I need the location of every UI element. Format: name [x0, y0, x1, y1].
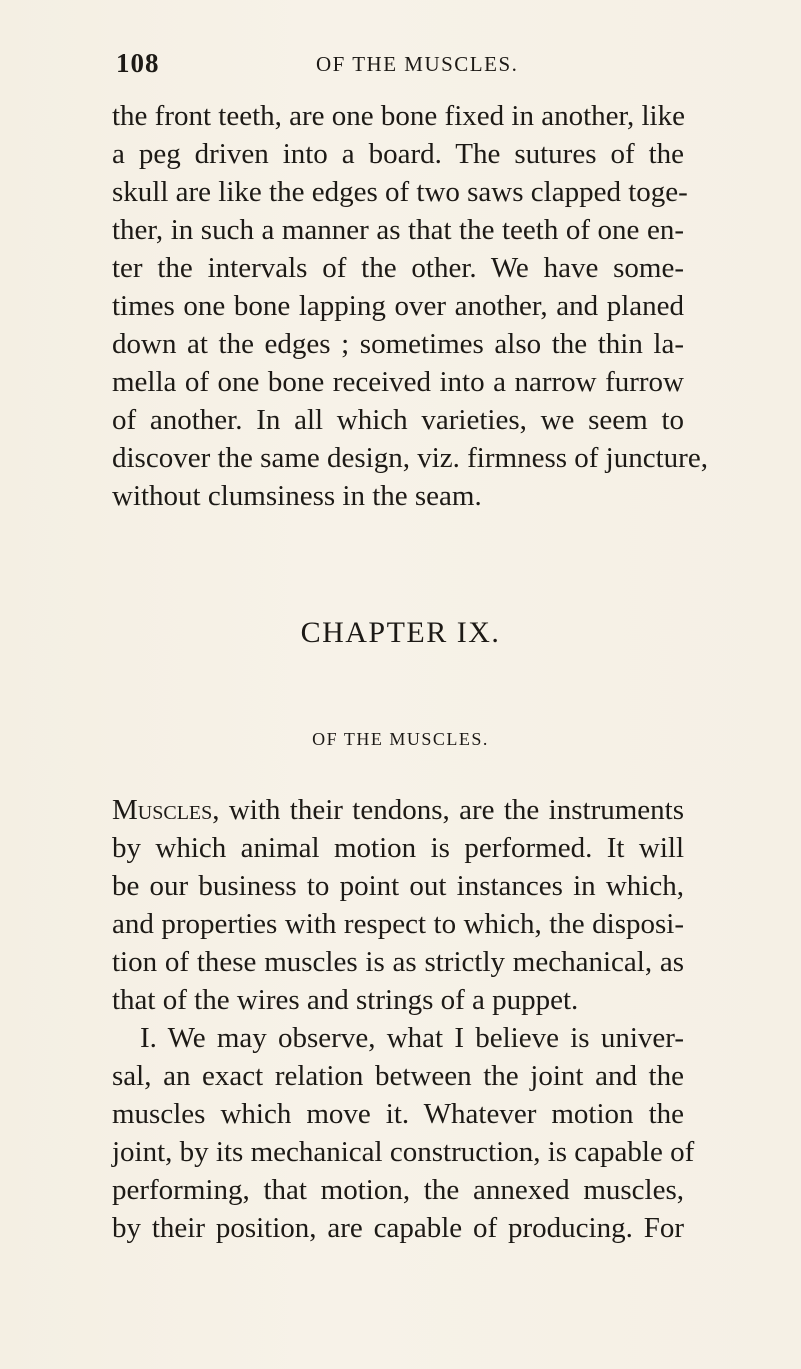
text-line: and properties with respect to which, the disposi- — [112, 908, 684, 940]
chapter-subtitle: OF THE MUSCLES. — [312, 729, 489, 749]
first-line-text: with their tendons, are the instruments — [219, 794, 684, 826]
text-line: times one bone lapping over another, and planed — [112, 290, 684, 322]
text-line: without clumsiness in the seam. — [112, 480, 482, 512]
chapter-heading: CHAPTER IX. — [300, 616, 501, 649]
text-line: skull are like the edges of two saws clapped toge- — [112, 176, 688, 208]
text-line: down at the edges ; sometimes also the thin la- — [112, 328, 684, 360]
text-line: that of the wires and strings of a puppet. — [112, 984, 579, 1016]
text-line: I. We may observe, what I believe is univer- — [140, 1022, 684, 1054]
text-line: the front teeth, are one bone fixed in another, like — [112, 100, 685, 132]
text-line: be our business to point out instances in which, — [112, 870, 684, 902]
text-line: mella of one bone received into a narrow furrow — [112, 366, 684, 398]
text-line: ter the intervals of the other. We have some- — [112, 252, 684, 284]
text-line: muscles which move it. Whatever motion the — [112, 1098, 684, 1130]
text-line-first — [112, 791, 684, 829]
text-line: tion of these muscles is as strictly mechanical, as — [112, 946, 684, 978]
text-line: ther, in such a manner as that the teeth of one en- — [112, 214, 684, 246]
text-line: joint, by its mechanical construction, is capable of — [112, 1136, 695, 1168]
paragraph-continued — [112, 97, 708, 515]
running-head-title: OF THE MUSCLES. — [316, 52, 519, 76]
text-line: of another. In all which varieties, we seem to — [112, 404, 684, 436]
running-head — [116, 48, 676, 88]
text-line: performing, that motion, the annexed muscles, — [112, 1174, 684, 1206]
text-line: by their position, are capable of producing. For — [112, 1212, 684, 1244]
text-line: discover the same design, viz. firmness of juncture, — [112, 442, 708, 474]
opening-word: Muscles, — [112, 794, 220, 826]
chapter-body-paragraph — [112, 791, 695, 1247]
text-line: sal, an exact relation between the joint and the — [112, 1060, 684, 1092]
text-line: a peg driven into a board. The sutures of the — [112, 138, 684, 170]
text-line: by which animal motion is performed. It will — [112, 832, 684, 864]
page-number: 108 — [116, 48, 160, 78]
